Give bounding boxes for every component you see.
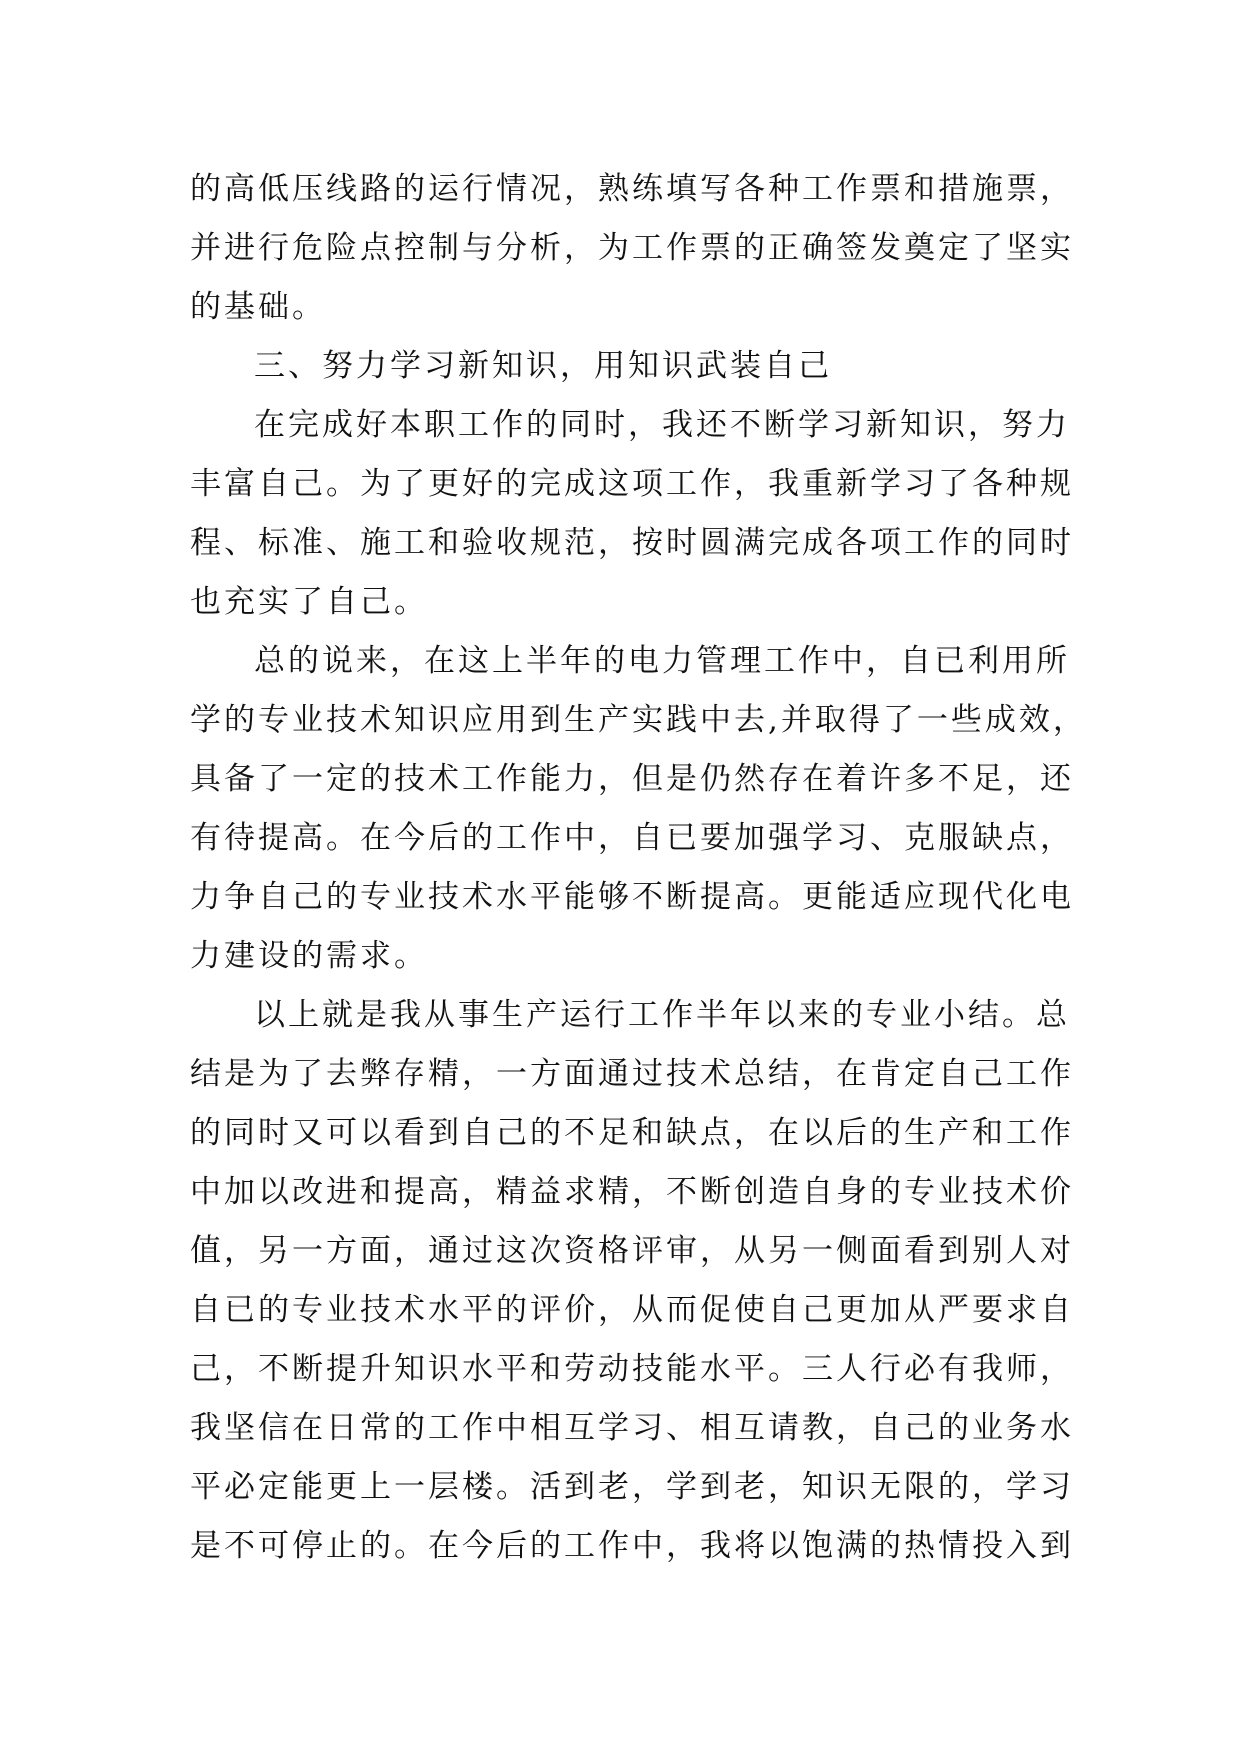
paragraph-start-line: 总的说来，在这上半年的电力管理工作中，自已利用所: [254, 643, 1070, 679]
text-line: 有待提高。在今后的工作中，自已要加强学习、克服缺点，: [190, 820, 1074, 856]
text-line: 也充实了自己。: [190, 584, 428, 620]
text-line: 学的专业技术知识应用到生产实践中去,并取得了一些成效，: [190, 702, 1087, 738]
text-line: 力争自己的专业技术水平能够不断提高。更能适应现代化电: [190, 879, 1074, 915]
section-heading: 三、努力学习新知识，用知识武装自己: [254, 348, 832, 384]
text-line: 的基础。: [190, 289, 326, 325]
text-line: 丰富自己。为了更好的完成这项工作，我重新学习了各种规: [190, 466, 1074, 502]
text-line: 具备了一定的技术工作能力，但是仍然存在着许多不足，还: [190, 761, 1074, 797]
text-line: 结是为了去弊存精，一方面通过技术总结，在肯定自己工作: [190, 1056, 1074, 1092]
text-line: 力建设的需求。: [190, 938, 428, 974]
text-line: 是不可停止的。在今后的工作中，我将以饱满的热情投入到: [190, 1528, 1074, 1564]
text-line: 己，不断提升知识水平和劳动技能水平。三人行必有我师，: [190, 1351, 1074, 1387]
text-line: 我坚信在日常的工作中相互学习、相互请教，自己的业务水: [190, 1410, 1074, 1446]
paragraph-start-line: 以上就是我从事生产运行工作半年以来的专业小结。总: [254, 997, 1070, 1033]
text-line: 中加以改进和提高，精益求精，不断创造自身的专业技术价: [190, 1174, 1074, 1210]
text-line: 值，另一方面，通过这次资格评审，从另一侧面看到别人对: [190, 1233, 1074, 1269]
text-line: 程、标准、施工和验收规范，按时圆满完成各项工作的同时: [190, 525, 1074, 561]
document-body: [190, 160, 1087, 1576]
text-line: 并进行危险点控制与分析，为工作票的正确签发奠定了坚实: [190, 230, 1074, 266]
text-line: 平必定能更上一层楼。活到老，学到老，知识无限的，学习: [190, 1469, 1074, 1505]
text-line: 的同时又可以看到自己的不足和缺点，在以后的生产和工作: [190, 1115, 1074, 1151]
text-line: 自已的专业技术水平的评价，从而促使自己更加从严要求自: [190, 1292, 1074, 1328]
paragraph-start-line: 在完成好本职工作的同时，我还不断学习新知识，努力: [254, 407, 1070, 443]
text-line: 的高低压线路的运行情况，熟练填写各种工作票和措施票，: [190, 171, 1074, 207]
